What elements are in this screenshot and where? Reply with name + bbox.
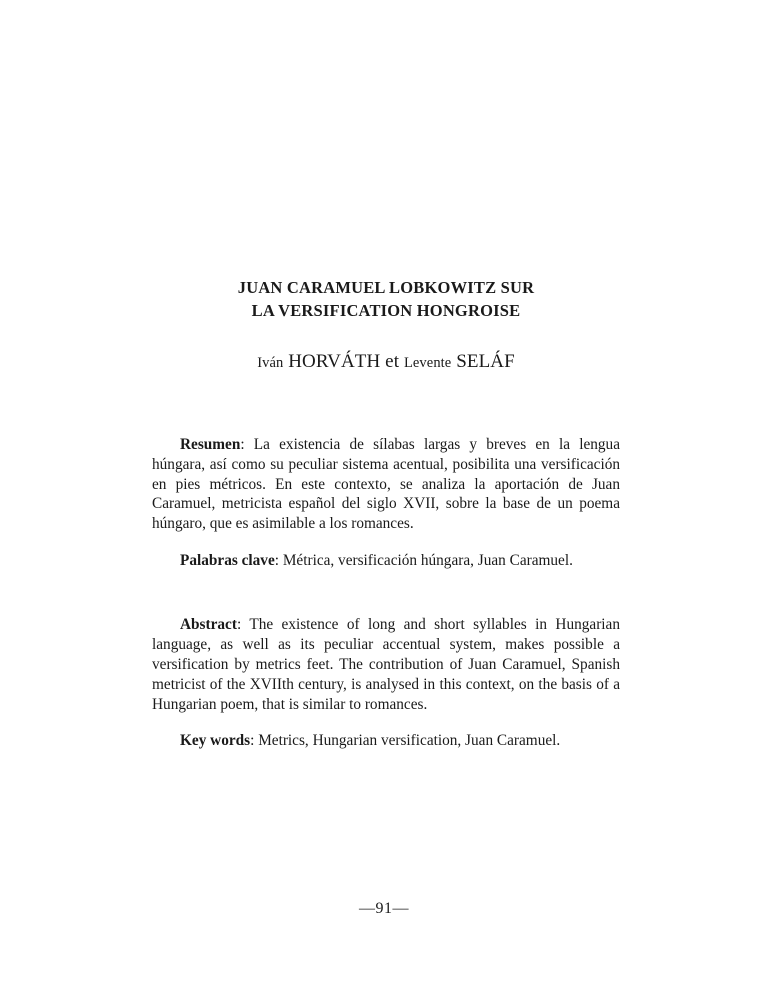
page-number: —91— — [359, 900, 409, 917]
author-2-surname: SELÁF — [456, 350, 515, 372]
abstract-english-paragraph — [152, 615, 620, 714]
page-content — [152, 276, 620, 751]
keywords-spanish-separator: : — [274, 552, 283, 570]
page-title — [186, 276, 586, 323]
abstract-english-text: The existence of long and short syllables in Hungarian language, as well as its peculiar accentual system, makes possible a versification by metrics feet. The contribution of Juan Caramuel, Spanish metricist of the XVIIth century, is analysed in this context, on the basis of a Hungarian poem, that is similar to romances. — [152, 616, 620, 713]
keywords-english-paragraph — [152, 731, 620, 751]
keywords-english-label: Key words — [180, 732, 251, 750]
abstract-spanish — [152, 435, 620, 571]
abstract-english-label: Abstract — [180, 616, 237, 634]
abstract-english — [152, 615, 620, 751]
page-title-line-1: JUAN CARAMUEL LOBKOWITZ SUR — [237, 278, 535, 297]
author-1-firstname: Iván — [257, 354, 284, 371]
keywords-english-text: Metrics, Hungarian versification, Juan Caramuel. — [258, 732, 561, 750]
author-conjunction: et — [380, 350, 404, 372]
keywords-english-separator: : — [250, 732, 259, 750]
keywords-spanish-text: Métrica, versificación húngara, Juan Caramuel. — [282, 552, 573, 570]
page-title-line-2: LA VERSIFICATION HONGROISE — [251, 301, 521, 321]
keywords-spanish-paragraph — [152, 551, 620, 571]
abstract-spanish-separator: : — [240, 435, 254, 453]
author-1-surname: HORVÁTH — [288, 350, 381, 372]
keywords-spanish-label: Palabras clave — [180, 552, 275, 570]
author-2-firstname: Levente — [403, 354, 452, 371]
abstract-spanish-label: Resumen — [180, 435, 241, 453]
abstract-spanish-paragraph — [152, 435, 620, 534]
abstract-spanish-text: La existencia de sílabas largas y breves en la lengua húngara, así como su peculiar sistema acentual, posibilita una versificación en pies métricos. En este contexto, se analiza la aportación de Juan Caramuel, metricista español del siglo XVII, sobre la base de un poema húngaro, que es asimilable a los romances. — [152, 435, 620, 533]
author-byline — [152, 351, 620, 373]
abstract-english-separator: : — [236, 616, 250, 634]
